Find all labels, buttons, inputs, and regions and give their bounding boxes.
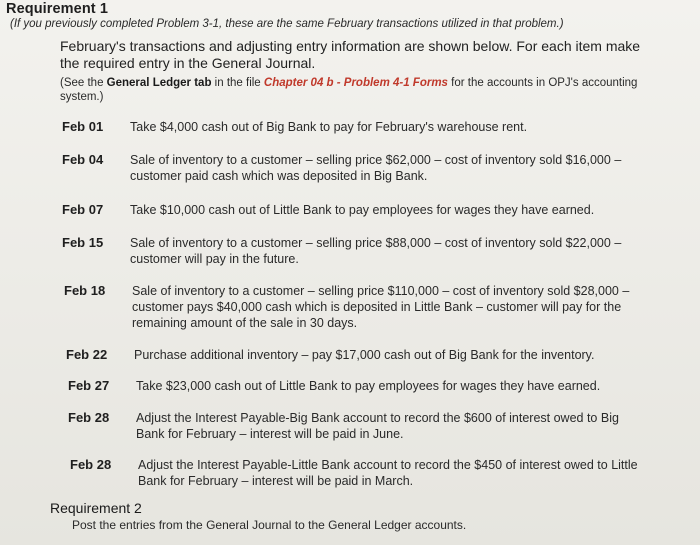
entry-date: Feb 15 [62,235,104,250]
ledger-note [60,76,640,104]
entry-description: Sale of inventory to a customer – selling price $110,000 – cost of inventory sold $28,000 – customer pays $40,000 cash which is deposited in Little Bank – customer will pay for the remaining amount of the sale in 30 days. [132,284,630,330]
entry-description: Adjust the Interest Payable-Big Bank account to record the $600 of interest owed to Big Bank for February – interest will be paid in June. [136,411,619,441]
requirement-1-title: Requirement 1 [6,1,109,17]
ledger-note-prefix: (See the [60,77,107,89]
entry-date: Feb 01 [62,119,104,134]
entry-description: Sale of inventory to a customer – selling price $62,000 – cost of inventory sold $16,000 – customer paid cash which was deposited in Big Bank. [130,153,622,183]
entry-date: Feb 28 [70,457,112,472]
entry-description: Adjust the Interest Payable-Little Bank account to record the $450 of interest owed to Little Bank for February – interest will be paid in March. [138,458,638,488]
entry-description: Take $10,000 cash out of Little Bank to pay employees for wages they have earned. [130,203,595,217]
entry-date: Feb 07 [62,202,104,217]
requirement-1-note: (If you previously completed Problem 3-1, these are the same February transactions utilized in that problem.) [10,18,564,30]
ledger-note-tab: General Ledger tab [106,77,212,89]
ledger-note-file: Chapter 04 b - Problem 4-1 Forms [263,77,448,89]
entry-description: Purchase additional inventory – pay $17,000 cash out of Big Bank for the inventory. [134,348,595,362]
entry-description: Take $4,000 cash out of Big Bank to pay for February's warehouse rent. [130,120,528,134]
ledger-note-middle: in the file [211,77,264,89]
intro-text: February's transactions and adjusting entry information are shown below. For each item make the required entry in the General Journal. [60,38,641,71]
entry-date: Feb 28 [68,410,110,425]
entry-date: Feb 22 [66,347,108,362]
entry-date: Feb 18 [64,283,106,298]
ledger-note-suffix: for the accounts in OPJ's accounting system.) [60,77,638,103]
entry-description: Sale of inventory to a customer – selling price $88,000 – cost of inventory sold $22,000 – customer will pay in the future. [130,236,622,266]
requirement-2-title: Requirement 2 [50,500,142,516]
entry-date: Feb 04 [62,152,104,167]
requirement-2-text: Post the entries from the General Journal to the General Ledger accounts. [72,518,467,532]
entry-description: Take $23,000 cash out of Little Bank to pay employees for wages they have earned. [136,379,601,393]
entry-date: Feb 27 [68,378,110,393]
